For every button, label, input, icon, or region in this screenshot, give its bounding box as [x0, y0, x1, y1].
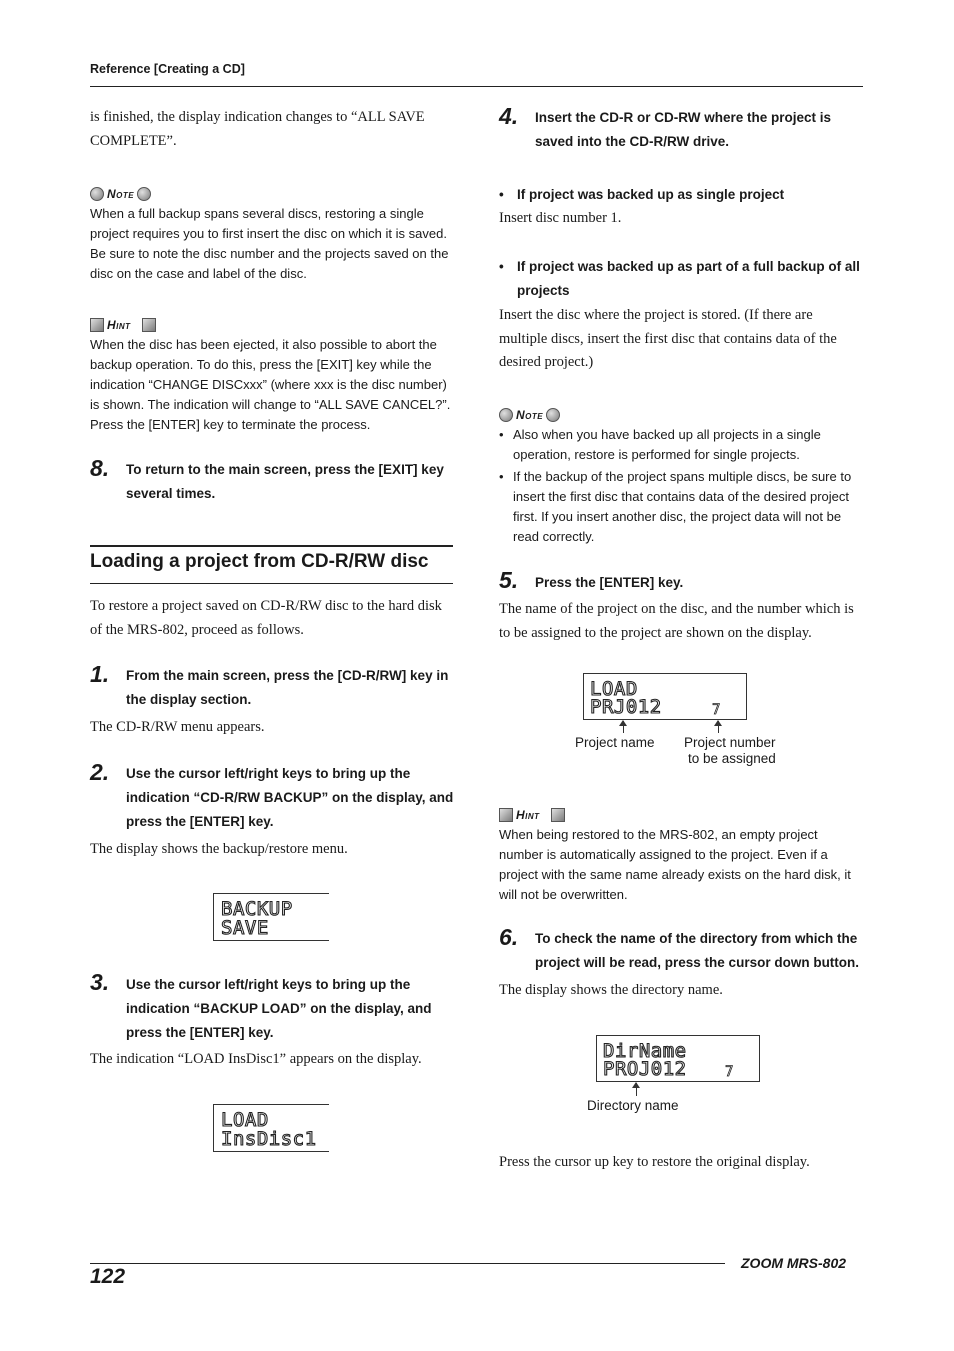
lcd-line-2: InsDisc1: [221, 1128, 317, 1150]
note-left-icon: [499, 408, 513, 422]
lcd-line-1: LOAD: [221, 1109, 269, 1131]
caption-project-name: Project name: [575, 735, 655, 750]
caption-project-number-2: to be assigned: [688, 751, 776, 766]
lcd-load-prj: [583, 673, 747, 720]
lcd-backup-save: [213, 893, 329, 941]
bullet-dot: •: [499, 187, 504, 202]
hint-right-icon: [551, 808, 565, 822]
note-label: Note: [516, 408, 544, 422]
step-6-text: To check the name of the directory from which the project will be read, press the cursor down button.: [535, 931, 860, 970]
step-4-text: Insert the CD-R or CD-RW where the project is saved into the CD-R/RW drive.: [535, 110, 832, 149]
hint-badge: [90, 318, 156, 332]
step-1-number: 1.: [90, 661, 110, 687]
step-2-text: Use the cursor left/right keys to bring up the indication “CD-R/RW BACKUP” on the display, and press the [ENTER] key.: [126, 766, 454, 829]
intro-paragraph: is finished, the display indication changes to “ALL SAVE COMPLETE”.: [90, 109, 425, 149]
caption-directory-name: Directory name: [587, 1098, 679, 1113]
lcd-line-2: SAVE: [221, 917, 269, 939]
step-8-number: 8.: [90, 455, 110, 481]
final-text: Press the cursor up key to restore the original display.: [499, 1154, 810, 1170]
heading-rule-top: [90, 545, 453, 547]
hint-text-right: When being restored to the MRS-802, an empty project number is automatically assigned to the project. Even if a project with the same name already exists on the hard disk, it will not be overwritten.: [499, 827, 851, 902]
hint-badge-right: [499, 808, 565, 822]
hint-label: Hint: [107, 318, 131, 332]
running-header: Reference [Creating a CD]: [90, 62, 245, 76]
hint-text: When the disc has been ejected, it also possible to abort the backup operation. To do this, press the [EXIT] key while the indication “CHANGE DISCxxx” (where xxx is the disc number) is shown. The indication will change to “ALL SAVE CANCEL?”. Press the [ENTER] key to terminate the process.: [90, 337, 451, 432]
step-2-number: 2.: [90, 759, 110, 785]
step-3-number: 3.: [90, 969, 110, 995]
step-5-text: Press the [ENTER] key.: [535, 575, 684, 590]
hint-right-icon: [142, 318, 156, 332]
heading-intro: To restore a project saved on CD-R/RW disc to the hard disk of the MRS-802, proceed as follows.: [90, 598, 442, 638]
lcd-line-2: PRJ012: [590, 696, 662, 718]
lcd-project-number: 7: [712, 702, 721, 718]
step-5-number: 5.: [499, 567, 519, 593]
step-1-text: From the main screen, press the [CD-R/RW] key in the display section.: [126, 668, 449, 707]
arrow-project-name: [623, 721, 624, 733]
footer-rule: [90, 1263, 725, 1264]
arrow-project-number: [718, 721, 719, 733]
lcd-line-2: PROJ012: [603, 1058, 687, 1080]
lcd-line-1: DirName: [603, 1040, 687, 1062]
note-text: When a full backup spans several discs, restoring a single project requires you to first insert the disc on which it is saved. Be sure to note the disc number and the projects saved on the disc on the case and label of the disc.: [90, 206, 449, 281]
hint-label: Hint: [516, 808, 540, 822]
bullet-2-title-text: If project was backed up as part of a full backup of all projects: [517, 259, 860, 298]
lcd-line-1: LOAD: [590, 678, 638, 700]
note-item-1: • Also when you have backed up all projects in a single operation, restore is performed for single projects.: [499, 425, 863, 465]
lcd-load-insdisc: [213, 1104, 329, 1152]
note-badge-right: [499, 408, 560, 422]
hint-left-icon: [499, 808, 513, 822]
bullet-1-title: [499, 183, 863, 207]
header-rule: [90, 86, 863, 87]
arrow-directory-name: [636, 1083, 637, 1096]
lcd-line-1: BACKUP: [221, 898, 293, 920]
step-8-text: To return to the main screen, press the [EXIT] key several times.: [126, 462, 444, 501]
bullet-dot: •: [499, 259, 504, 274]
step-1-result: The CD-R/RW menu appears.: [90, 719, 265, 735]
step-6-number: 6.: [499, 924, 519, 950]
step-3-result: The indication “LOAD InsDisc1” appears on the display.: [90, 1051, 422, 1067]
product-name: ZOOM MRS-802: [741, 1255, 847, 1271]
step-3-text: Use the cursor left/right keys to bring up the indication “BACKUP LOAD” on the display, and press the [ENTER] key.: [126, 977, 432, 1040]
step-5-result: The name of the project on the disc, and the number which is to be assigned to the project are shown on the display.: [499, 601, 854, 641]
caption-project-number-1: Project number: [684, 735, 776, 750]
note-label: Note: [107, 187, 135, 201]
note-left-icon: [90, 187, 104, 201]
step-2-result: The display shows the backup/restore menu.: [90, 841, 348, 857]
note-item-2: • If the backup of the project spans multiple discs, be sure to insert the first disc that contains data of the desired project first. If you insert another disc, the project data will not be read correctly.: [499, 467, 863, 547]
bullet-1-title-text: If project was backed up as single project: [517, 187, 785, 202]
note-right-icon: [137, 187, 151, 201]
lcd-project-number: 7: [725, 1064, 734, 1080]
heading-rule-bottom: [90, 583, 453, 584]
bullet-2-title: [499, 255, 863, 303]
step-4-number: 4.: [499, 103, 519, 129]
note-badge: [90, 187, 151, 201]
page-number: 122: [90, 1265, 126, 1288]
note-right-icon: [546, 408, 560, 422]
section-heading: Loading a project from CD-R/RW disc: [90, 551, 429, 572]
step-6-result: The display shows the directory name.: [499, 982, 723, 998]
note-list-right: [499, 425, 863, 547]
lcd-dirname: [596, 1035, 760, 1082]
hint-left-icon: [90, 318, 104, 332]
bullet-1-text: Insert disc number 1.: [499, 210, 622, 226]
bullet-2-text: Insert the disc where the project is stored. (If there are multiple discs, insert the first disc that contains data of the desired project.): [499, 307, 837, 370]
